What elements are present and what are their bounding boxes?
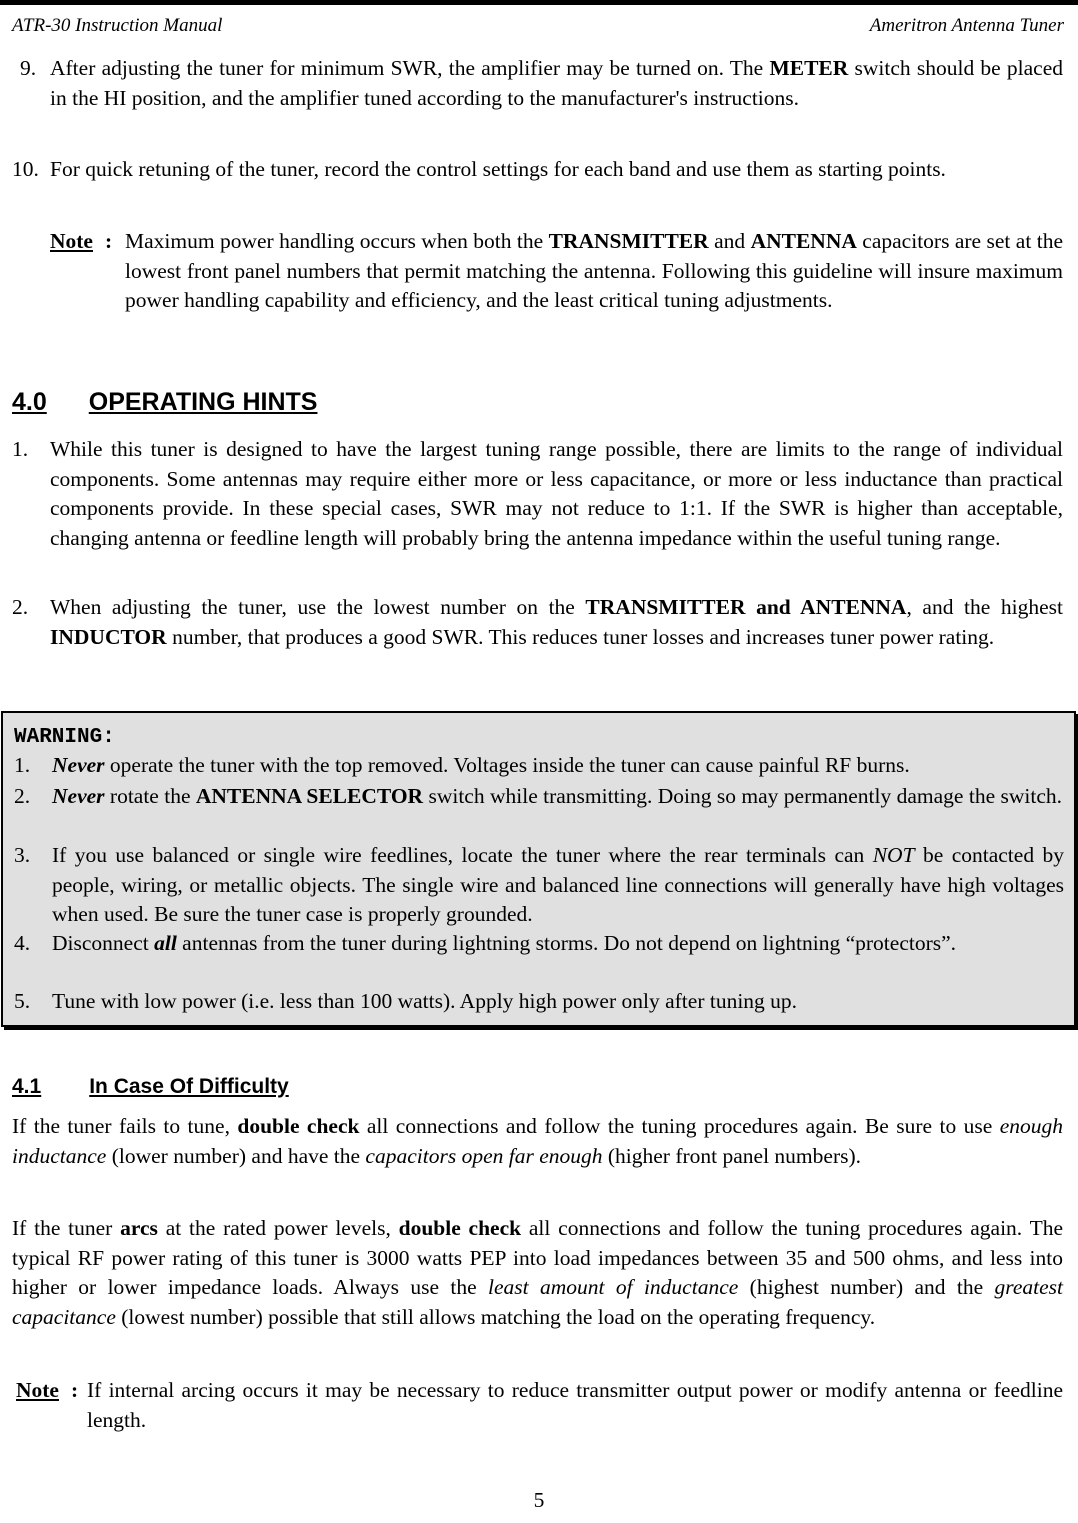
difficulty-paragraph-2: If the tuner arcs at the rated power levels, double check all connections and follow the tuning procedures again. The typical RF power rating of this tuner is 3000 watts PEP into load impedances between 35 and 500 ohms, and less into higher or lower impedance loads. Always use the least amount of inductance (highest number) and the greatest capacitance (lowest number) possible that still allows matching the load on the operating frequency.	[12, 1216, 1064, 1329]
header-product-title: Ameritron Antenna Tuner	[869, 15, 1064, 36]
hint-2	[12, 593, 1063, 652]
warning-number: 1.	[14, 753, 31, 777]
page-header	[0, 0, 1078, 34]
warning-item-5	[14, 987, 1064, 1017]
hint-1	[12, 435, 1063, 553]
note-text: If internal arcing occurs it may be necessary to reduce transmitter output power or modify antenna or feedline length.	[87, 1378, 1063, 1432]
step-text: For quick retuning of the tuner, record the control settings for each band and use them as starting points.	[50, 157, 946, 181]
warning-item-2	[14, 782, 1064, 812]
warning-number: 5.	[14, 989, 31, 1013]
warning-item-4	[14, 929, 1064, 959]
warning-text: If you use balanced or single wire feedlines, locate the tuner where the rear terminals can NOT be contacted by people, wiring, or metallic objects. The single wire and balanced line connections will generally have high voltages when used. Be sure the tuner case is properly grounded.	[52, 843, 1064, 926]
warning-number: 2.	[14, 784, 31, 808]
warning-number: 4.	[14, 931, 31, 955]
warning-text: Never operate the tuner with the top removed. Voltages inside the tuner can cause painful RF burns.	[52, 753, 910, 777]
warning-text: Disconnect all antennas from the tuner during lightning storms. Do not depend on lightning “protectors”.	[52, 931, 957, 955]
page-number: 5	[533, 1488, 545, 1512]
note-text: Maximum power handling occurs when both the TRANSMITTER and ANTENNA capacitors are set at the lowest front panel numbers that permit matching the antenna. Following this guideline will insure maximum power handling capability and efficiency, and the least critical tuning adjustments.	[125, 229, 1063, 312]
step-text: After adjusting the tuner for minimum SWR, the amplifier may be turned on. The METER switch should be placed in the HI position, and the amplifier tuned according to the manufacturer's instructions.	[50, 56, 1064, 110]
step-10	[12, 155, 1063, 185]
note-capacitor-settings: Note : Maximum power handling occurs when both the TRANSMITTER and ANTENNA capacitors are set at the lowest front panel numbers that permit matching the antenna. Following this guideline will insure maximum power handling capability and efficiency, and the least critical tuning adjustments.	[50, 227, 1063, 316]
hint-number: 1.	[12, 437, 29, 461]
warning-item-1	[14, 751, 1064, 781]
warning-box	[1, 711, 1076, 1027]
note-internal-arcing: Note : If internal arcing occurs it may be necessary to reduce transmitter output power or modify antenna or feedline length.	[16, 1376, 1063, 1435]
warning-text: Never rotate the ANTENNA SELECTOR switch while transmitting. Doing so may permanently damage the switch.	[52, 784, 1062, 808]
hint-text: While this tuner is designed to have the largest tuning range possible, there are limits to the range of individual components. Some antennas may require either more or less capacitance, or more or less inductance than practical components provide. In these special cases, SWR may not reduce to 1:1. If the SWR is higher than acceptable, changing antenna or feedline length will probably bring the antenna impedance within the useful tuning range.	[50, 437, 1063, 550]
warning-item-3	[14, 841, 1064, 930]
warning-title: WARNING:	[14, 726, 115, 749]
difficulty-paragraph-1: If the tuner fails to tune, double check all connections and follow the tuning procedures again. Be sure to use enough inductance (lower number) and have the capacitors open far enough (higher front panel numbers).	[12, 1114, 1063, 1168]
header-manual-title: ATR-30 Instruction Manual	[12, 15, 223, 36]
step-9	[12, 54, 1063, 113]
note-label: Note	[50, 229, 93, 253]
section-heading-in-case-of-difficulty: 4.1 In Case Of Difficulty	[12, 1075, 289, 1098]
hint-text: When adjusting the tuner, use the lowest number on the TRANSMITTER and ANTENNA, and the highest INDUCTOR number, that produces a good SWR. This reduces tuner losses and increases tuner power rating.	[50, 595, 1063, 649]
section-heading-operating-hints: 4.0 OPERATING HINTS	[12, 388, 318, 416]
note-label: Note	[16, 1378, 59, 1402]
step-number: 9.	[20, 56, 37, 80]
step-number: 10.	[12, 157, 39, 181]
warning-number: 3.	[14, 843, 31, 867]
warning-text: Tune with low power (i.e. less than 100 watts). Apply high power only after tuning up.	[52, 989, 798, 1013]
hint-number: 2.	[12, 595, 29, 619]
